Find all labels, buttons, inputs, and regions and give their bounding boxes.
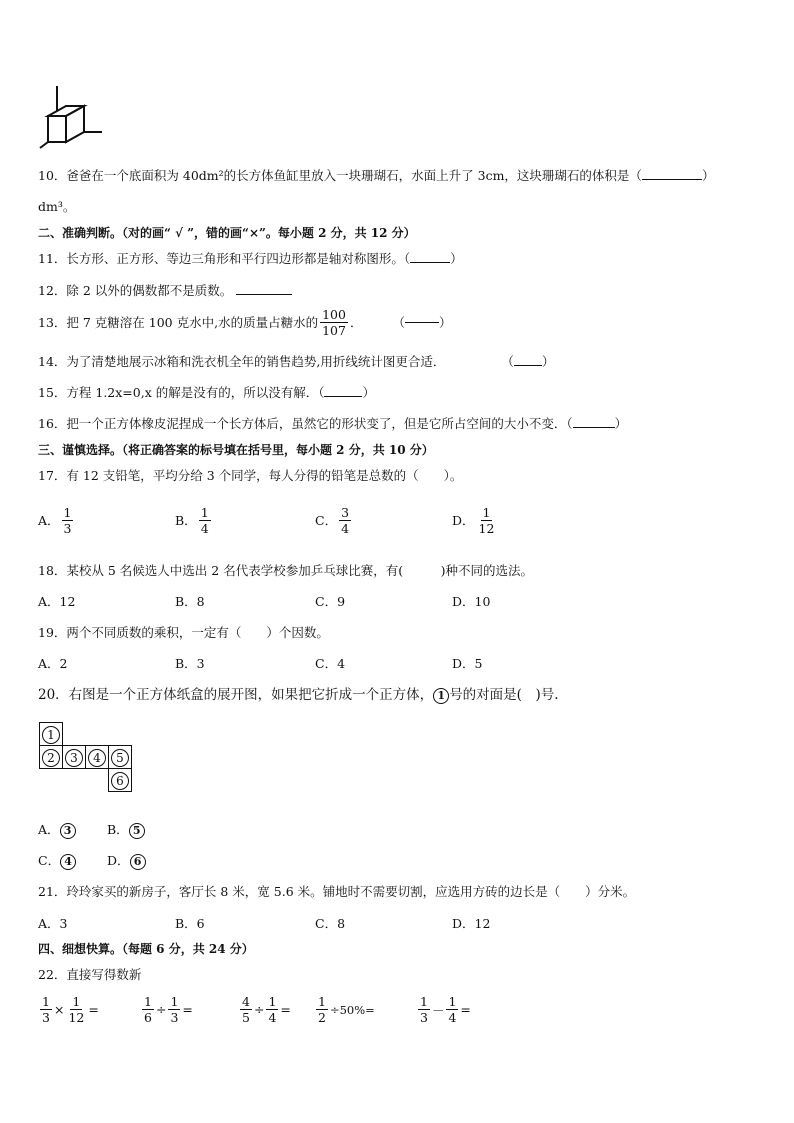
equals: = [280,1002,291,1017]
denominator: 3 [420,1010,428,1025]
option-a[interactable] [38,505,75,536]
fraction [142,994,154,1025]
net-cell [86,746,109,769]
numerator: 1 [482,505,491,520]
section-3-title: 三、谨慎选择。（将正确答案的标号填在括号里，每小题 2 分，共 10 分） [38,443,434,457]
fraction [40,994,52,1025]
option-c[interactable]: C．8 [315,916,346,931]
calc-item [314,994,375,1025]
calc-item [416,994,471,1025]
paren-close: ） [362,385,375,400]
option-a[interactable]: A．2 [38,656,68,671]
option-b[interactable] [107,822,145,839]
equals: = [182,1002,193,1017]
option-a[interactable]: A．3 [38,916,68,931]
fraction [62,505,74,536]
equals: = [460,1002,471,1017]
fraction [339,505,351,536]
option-label: B． [107,822,129,837]
question-11-text: 11．长方形、正方形、等边三角形和平行四边形都是轴对称图形。（ [38,251,411,266]
question-10-text: 10．爸爸在一个底面积为 40dm²的长方体鱼缸里放入一块珊瑚石，水面上升了 3cm，这块珊瑚石的体积是（ [38,168,642,183]
option-label: C． [38,853,61,868]
calc-item [238,994,291,1025]
fraction [477,505,497,536]
circled-number: 4 [60,854,76,870]
answer-blank[interactable] [642,179,702,180]
fraction [446,994,458,1025]
numerator: 1 [420,994,428,1009]
option-label: D． [452,512,475,528]
denominator: 3 [63,521,72,536]
option-b[interactable] [175,505,213,536]
option-label: B． [175,512,197,528]
paren-close: ） [438,314,452,330]
net-cell [109,769,132,792]
option-a[interactable]: A．12 [38,594,76,609]
answer-blank[interactable] [410,262,450,263]
question-15 [38,385,375,401]
fraction [316,994,328,1025]
fraction [266,994,278,1025]
question-18: 18．某校从 5 名候选人中选出 2 名代表学校参加乒乓球比赛，有( )种不同的选法。 [38,563,533,578]
numerator: 4 [242,994,250,1009]
denominator: 3 [170,1010,179,1025]
answer-blank[interactable] [573,427,615,428]
net-cell [40,723,63,746]
question-13 [38,307,452,338]
option-b[interactable]: B．8 [175,594,205,609]
question-12-text: 12．除 2 以外的偶数都不是质数。 [38,283,233,298]
question-14 [38,354,554,370]
section-4-title: 四、细想快算。（每题 6 分，共 24 分） [38,942,254,956]
denominator: 4 [341,521,350,536]
question-20 [38,687,559,704]
option-d[interactable] [107,853,146,870]
circled-number: 5 [129,823,145,839]
denominator: 4 [268,1010,277,1025]
question-13-text: 13．把 7 克糖溶在 100 克水中,水的质量占糖水的 [38,314,319,330]
option-c[interactable]: C．9 [315,594,346,609]
denominator: 12 [68,1010,85,1025]
question-20-text: 20．右图是一个正方体纸盒的展开图，如果把它折成一个正方体， [38,687,434,703]
circled-number: 1 [433,688,449,704]
question-19: 19．两个不同质数的乘积，一定有（ ）个因数。 [38,625,329,640]
numerator: 1 [144,994,152,1009]
numerator: 1 [268,994,277,1009]
paren-close: ） [614,416,628,431]
net-cell [109,746,132,769]
circled-number: 1 [42,726,60,744]
numerator: 1 [200,505,209,520]
denominator: 6 [144,1010,152,1025]
numerator: 1 [63,505,72,520]
fraction [66,994,86,1025]
denominator: 107 [322,323,346,338]
question-22: 22．直接写得数新 [38,967,142,982]
numerator: 100 [322,307,346,322]
numerator: 1 [72,994,81,1009]
circled-number: 6 [130,854,146,870]
question-12 [38,283,292,299]
denominator: 5 [242,1010,250,1025]
question-10-unit: dm³。 [38,199,76,214]
net-cell [63,746,86,769]
question-10 [38,168,714,184]
denominator: 4 [448,1010,457,1025]
option-c[interactable] [38,853,76,870]
paren-close: ） [541,354,555,369]
answer-blank[interactable] [236,294,292,295]
operator: ÷ [253,1002,265,1017]
operator: － [431,1002,445,1018]
option-label: C． [315,512,338,528]
denominator: 3 [42,1010,50,1025]
question-17: 17．有 12 支铅笔，平均分给 3 个同学，每人分得的铅笔是总数的（ ）。 [38,468,463,483]
fraction [320,307,348,338]
option-label: D． [107,853,130,868]
option-label: A． [38,512,60,528]
option-c[interactable]: C．4 [315,656,346,671]
cube-net [39,722,132,792]
option-label: A． [38,822,60,837]
operator: × [53,1002,65,1017]
circled-number: 3 [60,823,76,839]
question-11 [38,251,463,267]
paren-close: ） [701,168,715,183]
option-b[interactable]: B．6 [175,916,205,931]
numerator: 1 [42,994,50,1009]
numerator: 1 [448,994,457,1009]
question-16 [38,416,627,432]
equals: = [88,1002,99,1017]
question-16-text: 16．把一个正方体橡皮泥捏成一个长方体后，虽然它的形状变了，但是它所占空间的大小不变．（ [38,416,573,431]
operator: ÷50%= [329,1002,375,1017]
option-a[interactable] [38,822,76,839]
fraction [418,994,430,1025]
paren-open: （ [392,314,405,330]
numerator: 1 [170,994,179,1009]
option-d[interactable]: D．12 [452,916,491,931]
denominator: 4 [200,521,209,536]
option-c[interactable] [315,505,353,536]
option-d[interactable]: D．5 [452,656,483,671]
answer-blank[interactable] [324,396,362,397]
cube-figure [38,84,106,150]
calc-item [140,994,193,1025]
circled-number: 6 [111,772,129,790]
option-d[interactable]: D．10 [452,594,491,609]
denominator: 2 [318,1010,326,1025]
question-21: 21．玲玲家买的新房子，客厅长 8 米，宽 5.6 米。铺地时不需要切割，应选用方砖的边长是（ ）分米。 [38,884,636,899]
numerator: 1 [318,994,326,1009]
section-2-title: 二、准确判断。（对的画“ √ ”，错的画“×”。每小题 2 分，共 12 分） [38,226,416,240]
option-d[interactable] [452,505,498,536]
paren-open: （ [501,354,514,369]
question-20-text-end: 号的对面是( )号. [449,687,559,703]
answer-blank[interactable] [514,365,542,366]
net-cell [40,746,63,769]
fraction [168,994,180,1025]
question-14-text: 14．为了清楚地展示冰箱和洗衣机全年的销售趋势,用折线统计图更合适． [38,354,446,369]
circled-number: 4 [88,749,106,767]
circled-number: 3 [65,749,83,767]
answer-blank[interactable] [405,322,439,323]
fraction [199,505,211,536]
circled-number: 2 [42,749,60,767]
fraction [240,994,252,1025]
calc-item [38,994,99,1025]
period: ． [349,314,363,330]
option-b[interactable]: B．3 [175,656,205,671]
denominator: 12 [478,521,495,536]
question-15-text: 15．方程 1.2x=0,x 的解是没有的，所以没有解．（ [38,385,325,400]
paren-close: ） [450,251,463,266]
numerator: 3 [341,505,350,520]
circled-number: 5 [111,749,129,767]
operator: ÷ [155,1002,167,1017]
